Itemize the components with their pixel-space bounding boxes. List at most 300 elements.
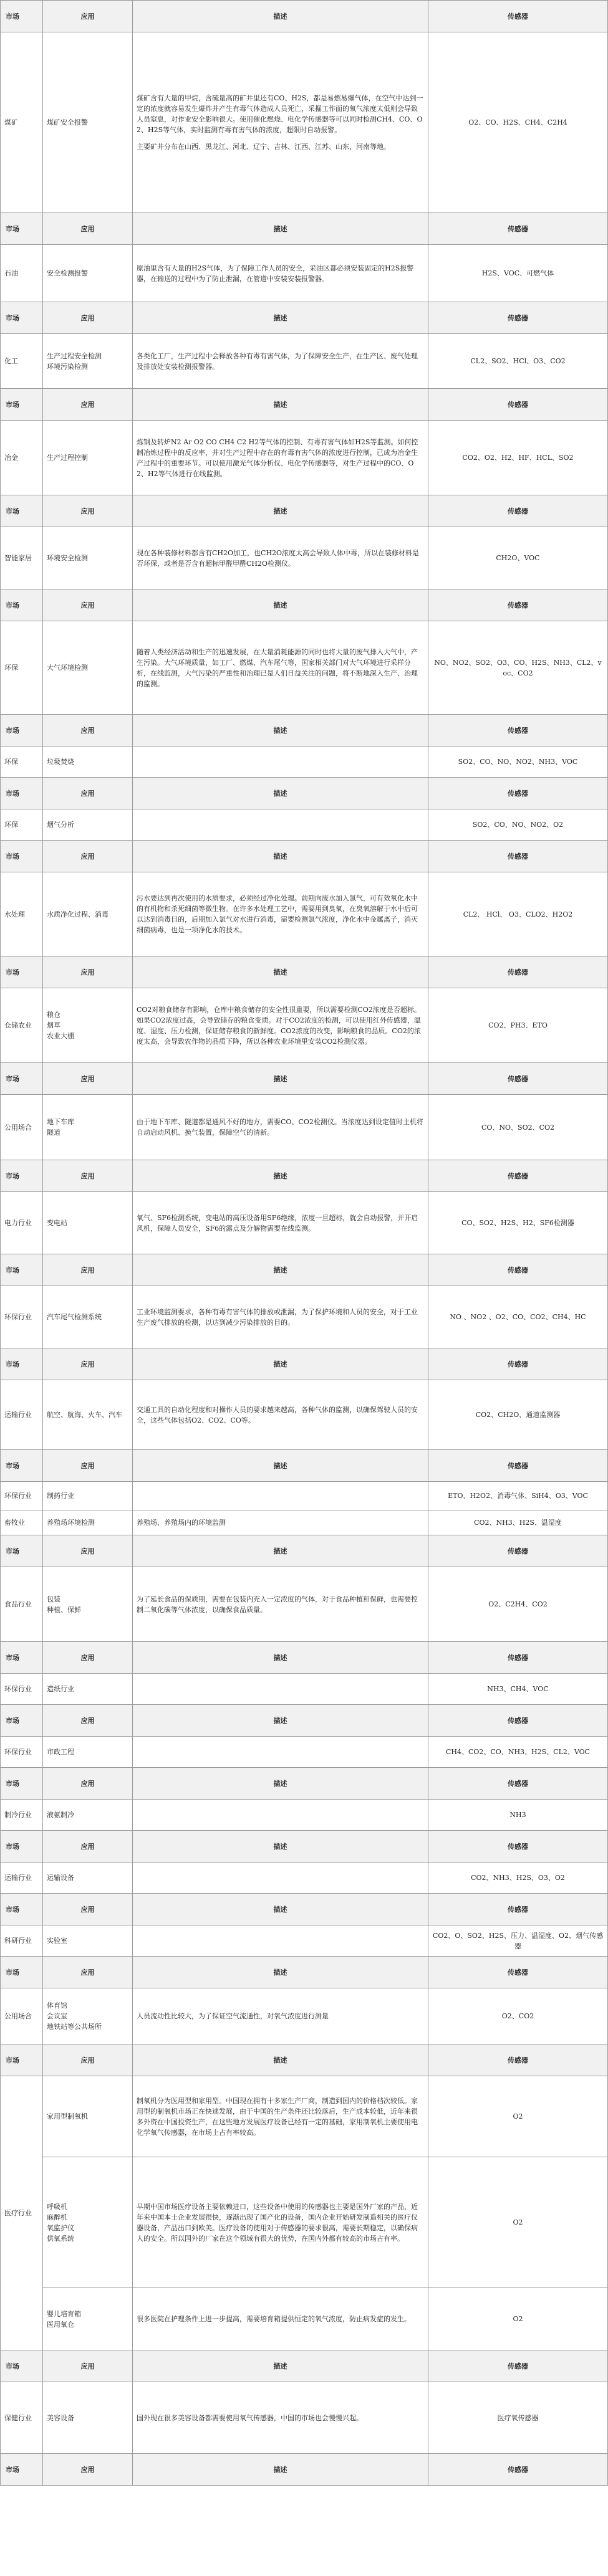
header-description: 描述 bbox=[133, 495, 428, 527]
header-sensor: 传感器 bbox=[428, 389, 608, 421]
table-row bbox=[1, 621, 608, 715]
description-cell bbox=[133, 1192, 428, 1254]
table-row bbox=[1, 1192, 608, 1254]
header-description: 描述 bbox=[133, 389, 428, 421]
market-cell: 科研行业 bbox=[1, 1925, 43, 1957]
description-cell bbox=[133, 1380, 428, 1450]
header-market: 市场 bbox=[1, 956, 43, 988]
application-label: 养殖场环境检测 bbox=[47, 1519, 95, 1527]
application-label: 呼吸机 bbox=[47, 2202, 67, 2211]
table-header-row bbox=[1, 1254, 608, 1286]
description-cell bbox=[133, 1095, 428, 1160]
header-market: 市场 bbox=[1, 495, 43, 527]
application-cell bbox=[43, 421, 133, 495]
description-text: 早期中国市场医疗设备主要依赖进口，这些设备中使用的传感器也主要是国外厂家的产品，近年来中国本土企业发展很快，逐渐出现了国产化的设备，国内企业开始研发制造相关的医疗仪器设备，产品出口到欧美。医疗设备的使用对于传感器的要求很高，需要长期稳定，以确保病人的安全。所以国外的厂家在这个领域有很大的优势，在国内外都有较高的市场占有率。 bbox=[137, 2202, 418, 2243]
header-description: 描述 bbox=[133, 1348, 428, 1380]
application-label: 环境污染检测 bbox=[47, 362, 88, 371]
header-market: 市场 bbox=[1, 1063, 43, 1095]
description-cell bbox=[133, 1510, 428, 1535]
application-label: 生产过程安全检测 bbox=[47, 351, 102, 360]
table-header-row bbox=[1, 495, 608, 527]
header-sensor: 传感器 bbox=[428, 1063, 608, 1095]
description-text: 人员流动性比较大，为了保证空气流通性，对氧气浓度进行测量 bbox=[137, 2012, 329, 2020]
header-application: 应用 bbox=[43, 1642, 133, 1674]
header-sensor: 传感器 bbox=[428, 1450, 608, 1482]
application-label: 医用氧仓 bbox=[47, 2320, 74, 2329]
sensor-cell: H2S、VOC、可燃气体 bbox=[428, 245, 608, 302]
application-cell bbox=[43, 2076, 133, 2157]
header-application: 应用 bbox=[43, 1705, 133, 1737]
description-cell bbox=[133, 747, 428, 778]
description-cell bbox=[133, 2157, 428, 2288]
header-application: 应用 bbox=[43, 1894, 133, 1925]
application-cell bbox=[43, 2288, 133, 2350]
application-cell bbox=[43, 872, 133, 956]
sensor-cell: O2 bbox=[428, 2288, 608, 2350]
market-cell: 医疗行业 bbox=[1, 2076, 43, 2350]
header-description: 描述 bbox=[133, 1768, 428, 1800]
description-text: 炼钢及转炉N2 Ar O2 CO CH4 C2 H2等气体的控制、有毒有害气体如H2S等监测。如何控制冶炼过程中的反应率，并对生产过程中存在的有毒有害气体的浓度进行控制，已成为冶金生产过程中的重要环节。可以使用激光气体分析仪、电化学传感器等，对生产过程中的CO、O2、H2等气体进行在线监测。 bbox=[137, 437, 418, 478]
sensor-cell: O2 bbox=[428, 2157, 608, 2288]
header-sensor: 传感器 bbox=[428, 589, 608, 621]
table-header-row bbox=[1, 213, 608, 245]
market-cell: 石油 bbox=[1, 245, 43, 302]
sensor-cell: CO2、NH3、H2S、温湿度 bbox=[428, 1510, 608, 1535]
header-sensor: 传感器 bbox=[428, 1894, 608, 1925]
table-header-row bbox=[1, 1894, 608, 1925]
application-label: 隧道 bbox=[47, 1128, 60, 1137]
header-application: 应用 bbox=[43, 1535, 133, 1567]
header-application: 应用 bbox=[43, 1063, 133, 1095]
table-header-row bbox=[1, 302, 608, 334]
sensor-cell: NH3 bbox=[428, 1800, 608, 1831]
description-text: 随着人类经济活动和生产的迅速发展，在大量消耗能源的同时也将大量的废气排入大气中，产生污染。大气环境质量，如工厂、燃煤、汽车尾气等，国家相关部门对大气环境进行采样分析，在线监测，大气污染的严重性和治理已是人们日益关注的问题，将不断地深入生产、治理的监测。 bbox=[137, 647, 418, 688]
market-cell: 运输行业 bbox=[1, 1380, 43, 1450]
application-cell bbox=[43, 1380, 133, 1450]
table-header-row bbox=[1, 715, 608, 747]
header-market: 市场 bbox=[1, 1348, 43, 1380]
application-label: 运输设备 bbox=[47, 1874, 74, 1882]
table-row bbox=[1, 747, 608, 778]
header-application: 应用 bbox=[43, 1450, 133, 1482]
table-header-row bbox=[1, 1063, 608, 1095]
table-header-row bbox=[1, 1535, 608, 1567]
description-text: 氧气、SF6检测系统，变电站的高压设备用SF6绝缘，浓度一旦超标，就会自动报警，并开启风机，保障人员安全，SF6的露点及分解物需要在线监测。 bbox=[137, 1213, 418, 1233]
market-cell: 环保行业 bbox=[1, 1674, 43, 1705]
header-application: 应用 bbox=[43, 1831, 133, 1863]
application-label: 氧监护仪 bbox=[47, 2223, 74, 2232]
header-application: 应用 bbox=[43, 495, 133, 527]
header-description: 描述 bbox=[133, 1254, 428, 1286]
header-description: 描述 bbox=[133, 2350, 428, 2382]
application-cell bbox=[43, 1192, 133, 1254]
application-label: 实验室 bbox=[47, 1937, 67, 1945]
description-cell bbox=[133, 527, 428, 589]
market-cell: 冶金 bbox=[1, 421, 43, 495]
sensor-cell: CO2、CH2O、通道监测器 bbox=[428, 1380, 608, 1450]
table-row bbox=[1, 2157, 608, 2288]
market-cell: 畜牧业 bbox=[1, 1510, 43, 1535]
table-header-row bbox=[1, 389, 608, 421]
table-row bbox=[1, 872, 608, 956]
table-row bbox=[1, 1380, 608, 1450]
market-cell: 保健行业 bbox=[1, 2382, 43, 2454]
header-sensor: 传感器 bbox=[428, 715, 608, 747]
description-cell bbox=[133, 1800, 428, 1831]
header-description: 描述 bbox=[133, 1894, 428, 1925]
sensor-cell: SO2、CO、NO、NO2、O2 bbox=[428, 809, 608, 841]
application-cell bbox=[43, 809, 133, 841]
table-row bbox=[1, 1800, 608, 1831]
description-cell bbox=[133, 1863, 428, 1894]
table-row bbox=[1, 1737, 608, 1768]
application-label: 煤矿安全报警 bbox=[47, 118, 88, 126]
description-text: 各类化工厂，生产过程中会释放各种有毒有害气体，为了保障安全生产，在生产区、废气处理及排放处安装检测报警器。 bbox=[137, 351, 418, 371]
application-cell bbox=[43, 32, 133, 213]
table-header-row bbox=[1, 589, 608, 621]
table-row bbox=[1, 32, 608, 213]
header-sensor: 传感器 bbox=[428, 1, 608, 32]
description-cell bbox=[133, 245, 428, 302]
application-label: 水质净化过程、消毒 bbox=[47, 910, 109, 918]
market-cell: 环保行业 bbox=[1, 1482, 43, 1510]
header-market: 市场 bbox=[1, 1254, 43, 1286]
header-market: 市场 bbox=[1, 1831, 43, 1863]
header-description: 描述 bbox=[133, 1063, 428, 1095]
application-label: 供氧系统 bbox=[47, 2234, 74, 2243]
sensor-cell: CO、NO、SO2、CO2 bbox=[428, 1095, 608, 1160]
table-header-row bbox=[1, 1831, 608, 1863]
sensor-cell: CL2、 HCl、 O3、CLO2、H2O2 bbox=[428, 872, 608, 956]
sensor-cell: NO、NO2、SO2、O3、CO、H2S、NH3、CL2、voc、CO2 bbox=[428, 621, 608, 715]
header-application: 应用 bbox=[43, 778, 133, 809]
header-sensor: 传感器 bbox=[428, 841, 608, 872]
description-cell bbox=[133, 988, 428, 1063]
table-row bbox=[1, 1925, 608, 1957]
header-application: 应用 bbox=[43, 1, 133, 32]
application-label: 垃圾焚烧 bbox=[47, 758, 74, 766]
sensor-cell: CO、SO2、H2S、H2、SF6检测器 bbox=[428, 1192, 608, 1254]
description-cell bbox=[133, 872, 428, 956]
description-text: 污水要达到再次使用的水质要求，必须经过净化处理。前期向废水加入氯气，可有效氧化水中的有机物和杀死细菌等微生物。在许多水处理工艺中，需要用到臭氧，在臭氧溶解于水中后可以达到消毒目的，后期加入氯气对水进行消毒，需要检测氯气浓度，净化水中金属离子，消灭细菌病毒，也是一项净化水的技术。 bbox=[137, 894, 418, 934]
application-label: 航空、航海、火车、汽车 bbox=[47, 1411, 122, 1419]
description-text: CO2对粮食储存有影响，仓库中粮食储存的安全性很重要，所以需要检测CO2浓度是否超标。如果CO2浓度过高，会导致储存的粮食变质。对于CO2浓度的检测，可以使用红外传感器，温度、湿度、压力检测，保证储存粮食的新鲜度。CO2浓度的改变，影响粮食的品质。CO2的浓度太高，会导致农作物的品质下降，所以各种农业环境里安装CO2检测仪器。 bbox=[137, 1005, 421, 1046]
application-cell bbox=[43, 1095, 133, 1160]
market-cell: 环保 bbox=[1, 747, 43, 778]
description-cell bbox=[133, 621, 428, 715]
sensor-cell: CO2、O、SO2、H2S、压力、温湿度、O2、烟气传感器 bbox=[428, 1925, 608, 1957]
table-row bbox=[1, 1286, 608, 1348]
market-cell: 公用场合 bbox=[1, 1988, 43, 2044]
application-cell bbox=[43, 1988, 133, 2044]
header-description: 描述 bbox=[133, 213, 428, 245]
sensor-cell: O2、CO2 bbox=[428, 1988, 608, 2044]
table-row bbox=[1, 988, 608, 1063]
application-cell bbox=[43, 747, 133, 778]
market-cell: 化工 bbox=[1, 334, 43, 389]
description-text: 交通工具的自动化程度和对操作人员的要求越来越高，各种气体的监测，以确保驾驶人员的安全，这些气体包括O2、CO2、CO等。 bbox=[137, 1405, 418, 1424]
table-row bbox=[1, 1510, 608, 1535]
application-cell bbox=[43, 1510, 133, 1535]
table-header-row bbox=[1, 2454, 608, 2486]
header-application: 应用 bbox=[43, 1348, 133, 1380]
application-cell bbox=[43, 1482, 133, 1510]
market-cell: 制冷行业 bbox=[1, 1800, 43, 1831]
description-cell bbox=[133, 1737, 428, 1768]
sensor-cell: CO2、NH3、H2S、O3、O2 bbox=[428, 1863, 608, 1894]
description-text: 原油里含有大量的H2S气体，为了保障工作人员的安全，采油区都必须安装固定的H2S报警器，在输送的过程中为了防止泄漏，在管道中安装安装报警器。 bbox=[137, 264, 414, 283]
description-cell bbox=[133, 421, 428, 495]
table-row bbox=[1, 1095, 608, 1160]
table-row bbox=[1, 1482, 608, 1510]
header-sensor: 传感器 bbox=[428, 302, 608, 334]
sensor-cell: CH4、CO2、CO、NH3、H2S、CL2、VOC bbox=[428, 1737, 608, 1768]
header-sensor: 传感器 bbox=[428, 1957, 608, 1988]
header-market: 市场 bbox=[1, 589, 43, 621]
application-cell bbox=[43, 1863, 133, 1894]
header-sensor: 传感器 bbox=[428, 2044, 608, 2076]
application-label: 麻醉机 bbox=[47, 2213, 67, 2221]
application-label: 种植、保鲜 bbox=[47, 1605, 81, 1614]
description-text: 养殖场、养殖场内的环境监测 bbox=[137, 1519, 226, 1527]
header-application: 应用 bbox=[43, 841, 133, 872]
application-label: 农业大棚 bbox=[47, 1032, 74, 1040]
header-application: 应用 bbox=[43, 956, 133, 988]
market-cell: 仓储农业 bbox=[1, 988, 43, 1063]
header-sensor: 传感器 bbox=[428, 213, 608, 245]
header-sensor: 传感器 bbox=[428, 2454, 608, 2486]
description-text: 为了延长食品的保质期，需要在包装内充入一定浓度的气体，对于食品种植和保鲜，也需要控制二氧化碳等气体浓度，以确保食品质量。 bbox=[137, 1595, 418, 1614]
header-application: 应用 bbox=[43, 1160, 133, 1192]
table-row bbox=[1, 1863, 608, 1894]
header-sensor: 传感器 bbox=[428, 1254, 608, 1286]
header-description: 描述 bbox=[133, 1831, 428, 1863]
description-cell bbox=[133, 1286, 428, 1348]
header-description: 描述 bbox=[133, 1450, 428, 1482]
sensor-cell: O2、C2H4、CO2 bbox=[428, 1567, 608, 1642]
sensor-cell: SO2、CO、NO、NO2、NH3、VOC bbox=[428, 747, 608, 778]
description-cell bbox=[133, 2076, 428, 2157]
table-header-row bbox=[1, 1, 608, 32]
description-cell bbox=[133, 1567, 428, 1642]
description-text: 工业环境监测要求，各种有毒有害气体的排放或泄漏，为了保护环境和人员的安全，对于工业生产废气排放的检测，以达到减少污染排放的目的。 bbox=[137, 1307, 418, 1327]
table-header-row bbox=[1, 1768, 608, 1800]
header-description: 描述 bbox=[133, 589, 428, 621]
header-sensor: 传感器 bbox=[428, 1535, 608, 1567]
description-cell bbox=[133, 1988, 428, 2044]
description-text: 现在各种装修材料都含有CH2O加工，也CH2O浓度太高会导致人体中毒，所以在装修材料是否环保，或者是否含有超标甲醛甲醛CH2O检测仪。 bbox=[137, 548, 420, 568]
application-cell bbox=[43, 1286, 133, 1348]
application-cell bbox=[43, 334, 133, 389]
header-description: 描述 bbox=[133, 2044, 428, 2076]
table-row bbox=[1, 2382, 608, 2454]
header-description: 描述 bbox=[133, 1160, 428, 1192]
market-cell: 电力行业 bbox=[1, 1192, 43, 1254]
table-header-row bbox=[1, 841, 608, 872]
table-row bbox=[1, 1567, 608, 1642]
header-application: 应用 bbox=[43, 302, 133, 334]
header-market: 市场 bbox=[1, 1768, 43, 1800]
header-market: 市场 bbox=[1, 841, 43, 872]
application-label: 安全检测报警 bbox=[47, 269, 88, 277]
application-label: 汽车尾气检测系统 bbox=[47, 1313, 102, 1321]
description-cell bbox=[133, 809, 428, 841]
application-label: 制药行业 bbox=[47, 1492, 74, 1500]
header-description: 描述 bbox=[133, 715, 428, 747]
application-label: 环境安全检测 bbox=[47, 554, 88, 562]
application-label: 粮仓 bbox=[47, 1011, 60, 1019]
application-label: 美容设备 bbox=[47, 2413, 74, 2422]
description-text: 制氧机分为医用型和家用型。中国现在拥有十多家生产厂商，制造到国内的价格档次较低。家用型的制氧机市场正在快速发展，由于中国的生产条件还比较落后，生产成本较低，近年来很多外资在中国投资生产，在这些地方发展医疗设备已经有一定的基础，家用制氧机主要使用电化学氧气传感器，在市场上占有率较高。 bbox=[137, 2096, 418, 2137]
application-cell bbox=[43, 1925, 133, 1957]
application-cell bbox=[43, 1800, 133, 1831]
sensor-cell: NH3、CH4、VOC bbox=[428, 1674, 608, 1705]
header-sensor: 传感器 bbox=[428, 1705, 608, 1737]
header-sensor: 传感器 bbox=[428, 956, 608, 988]
header-description: 描述 bbox=[133, 1535, 428, 1567]
application-label: 地下车库 bbox=[47, 1118, 74, 1126]
application-cell bbox=[43, 2382, 133, 2454]
header-market: 市场 bbox=[1, 2044, 43, 2076]
market-cell: 水处理 bbox=[1, 872, 43, 956]
table-row bbox=[1, 527, 608, 589]
header-application: 应用 bbox=[43, 1957, 133, 1988]
sensor-cell: CL2、SO2、HCl、O3、CO2 bbox=[428, 334, 608, 389]
header-application: 应用 bbox=[43, 589, 133, 621]
table-row bbox=[1, 1988, 608, 2044]
header-market: 市场 bbox=[1, 1957, 43, 1988]
header-sensor: 传感器 bbox=[428, 2350, 608, 2382]
header-application: 应用 bbox=[43, 1768, 133, 1800]
header-market: 市场 bbox=[1, 1450, 43, 1482]
application-label: 市政工程 bbox=[47, 1748, 74, 1756]
description-cell bbox=[133, 1674, 428, 1705]
description-cell bbox=[133, 1925, 428, 1957]
header-description: 描述 bbox=[133, 1, 428, 32]
table-header-row bbox=[1, 1160, 608, 1192]
header-application: 应用 bbox=[43, 1254, 133, 1286]
sensor-cell: 医疗氧传感器 bbox=[428, 2382, 608, 2454]
header-description: 描述 bbox=[133, 1705, 428, 1737]
table-row bbox=[1, 421, 608, 495]
header-market: 市场 bbox=[1, 715, 43, 747]
header-market: 市场 bbox=[1, 1, 43, 32]
sensor-cell: ETO、H2O2、消毒气体、SiH4、O3、VOC bbox=[428, 1482, 608, 1510]
market-cell: 食品行业 bbox=[1, 1567, 43, 1642]
sensor-cell: CO2、O2、H2、HF、HCL、SO2 bbox=[428, 421, 608, 495]
application-label: 液氨制冷 bbox=[47, 1811, 74, 1819]
market-cell: 环保行业 bbox=[1, 1286, 43, 1348]
description-text: 主要矿井分布在山西、黑龙江、河北、辽宁、吉林、江西、江苏、山东、河南等地。 bbox=[137, 143, 390, 151]
application-cell bbox=[43, 527, 133, 589]
market-cell: 环保 bbox=[1, 809, 43, 841]
application-label: 大气环境检测 bbox=[47, 664, 88, 672]
description-text: 很多医院在护理条件上进一步提高，需要培育箱提供恒定的氧气浓度，防止病发症的发生。 bbox=[137, 2315, 411, 2323]
market-cell: 环保行业 bbox=[1, 1737, 43, 1768]
header-description: 描述 bbox=[133, 2454, 428, 2486]
header-sensor: 传感器 bbox=[428, 1768, 608, 1800]
sensor-cell: NO 、NO2 、O2、CO、CO2、CH4、HC bbox=[428, 1286, 608, 1348]
header-description: 描述 bbox=[133, 956, 428, 988]
table-row bbox=[1, 2076, 608, 2157]
market-cell: 运输行业 bbox=[1, 1863, 43, 1894]
sensor-cell: CH2O、VOC bbox=[428, 527, 608, 589]
header-sensor: 传感器 bbox=[428, 1642, 608, 1674]
application-cell bbox=[43, 1567, 133, 1642]
description-cell bbox=[133, 2382, 428, 2454]
application-cell bbox=[43, 1737, 133, 1768]
sensor-cell: O2 bbox=[428, 2076, 608, 2157]
application-label: 体育馆 bbox=[47, 2001, 67, 2010]
table-header-row bbox=[1, 1450, 608, 1482]
header-application: 应用 bbox=[43, 715, 133, 747]
application-label: 婴儿培育箱 bbox=[47, 2309, 81, 2318]
header-sensor: 传感器 bbox=[428, 495, 608, 527]
header-application: 应用 bbox=[43, 213, 133, 245]
description-text: 国外现在很多美容设备都需要使用氧气传感器，中国的市场也会慢慢兴起。 bbox=[137, 2413, 363, 2422]
description-text: 煤矿含有大量的甲烷，含硫量高的矿井里还有CO、H2S，都是易燃易爆气体，在空气中达到一定的浓度就容易发生爆炸并产生有毒气体造成人员死亡，采掘工作面的氧气浓度太低则会导致人员窒息，对作业安全影响很大。使用催化燃烧、电化学传感器等可以同时检测CH4、CO、O2、H2S等气体，实时监测有毒有害气体的浓度，超限时自动报警。 bbox=[137, 94, 423, 134]
header-application: 应用 bbox=[43, 389, 133, 421]
application-cell bbox=[43, 621, 133, 715]
sensor-cell: CO2、PH3、ETO bbox=[428, 988, 608, 1063]
application-label: 变电站 bbox=[47, 1219, 67, 1227]
market-cell: 煤矿 bbox=[1, 32, 43, 213]
market-cell: 环保 bbox=[1, 621, 43, 715]
table-header-row bbox=[1, 1642, 608, 1674]
header-market: 市场 bbox=[1, 778, 43, 809]
application-label: 家用型制氧机 bbox=[47, 2112, 88, 2120]
table-row bbox=[1, 1674, 608, 1705]
description-cell bbox=[133, 1482, 428, 1510]
description-cell bbox=[133, 334, 428, 389]
header-market: 市场 bbox=[1, 1642, 43, 1674]
application-label: 地铁站等公共场所 bbox=[47, 2023, 102, 2031]
header-sensor: 传感器 bbox=[428, 1831, 608, 1863]
table-header-row bbox=[1, 1705, 608, 1737]
market-cell: 智能家居 bbox=[1, 527, 43, 589]
application-label: 造纸行业 bbox=[47, 1685, 74, 1693]
description-cell bbox=[133, 32, 428, 213]
header-market: 市场 bbox=[1, 213, 43, 245]
table-header-row bbox=[1, 2350, 608, 2382]
market-cell: 公用场合 bbox=[1, 1095, 43, 1160]
header-sensor: 传感器 bbox=[428, 1348, 608, 1380]
description-text: 由于地下车库、隧道都是通风不好的地方，需要CO、CO2检测仪。当浓度达到设定值时主机将自动启动风机、换气装置，保障空气的清新。 bbox=[137, 1118, 423, 1137]
sensor-cell: O2、CO、H2S、CH4、C2H4 bbox=[428, 32, 608, 213]
application-label: 包装 bbox=[47, 1595, 60, 1603]
header-description: 描述 bbox=[133, 841, 428, 872]
application-label: 烟草 bbox=[47, 1021, 60, 1029]
header-description: 描述 bbox=[133, 1957, 428, 1988]
header-description: 描述 bbox=[133, 1642, 428, 1674]
table-header-row bbox=[1, 1957, 608, 1988]
header-application: 应用 bbox=[43, 2350, 133, 2382]
application-cell bbox=[43, 988, 133, 1063]
header-sensor: 传感器 bbox=[428, 778, 608, 809]
table-header-row bbox=[1, 956, 608, 988]
description-cell bbox=[133, 2288, 428, 2350]
application-cell bbox=[43, 2157, 133, 2288]
application-label: 生产过程控制 bbox=[47, 454, 88, 462]
table-row bbox=[1, 245, 608, 302]
header-market: 市场 bbox=[1, 1160, 43, 1192]
table-header-row bbox=[1, 1348, 608, 1380]
table-header-row bbox=[1, 778, 608, 809]
header-market: 市场 bbox=[1, 302, 43, 334]
table-row bbox=[1, 334, 608, 389]
header-market: 市场 bbox=[1, 2350, 43, 2382]
application-cell bbox=[43, 1674, 133, 1705]
